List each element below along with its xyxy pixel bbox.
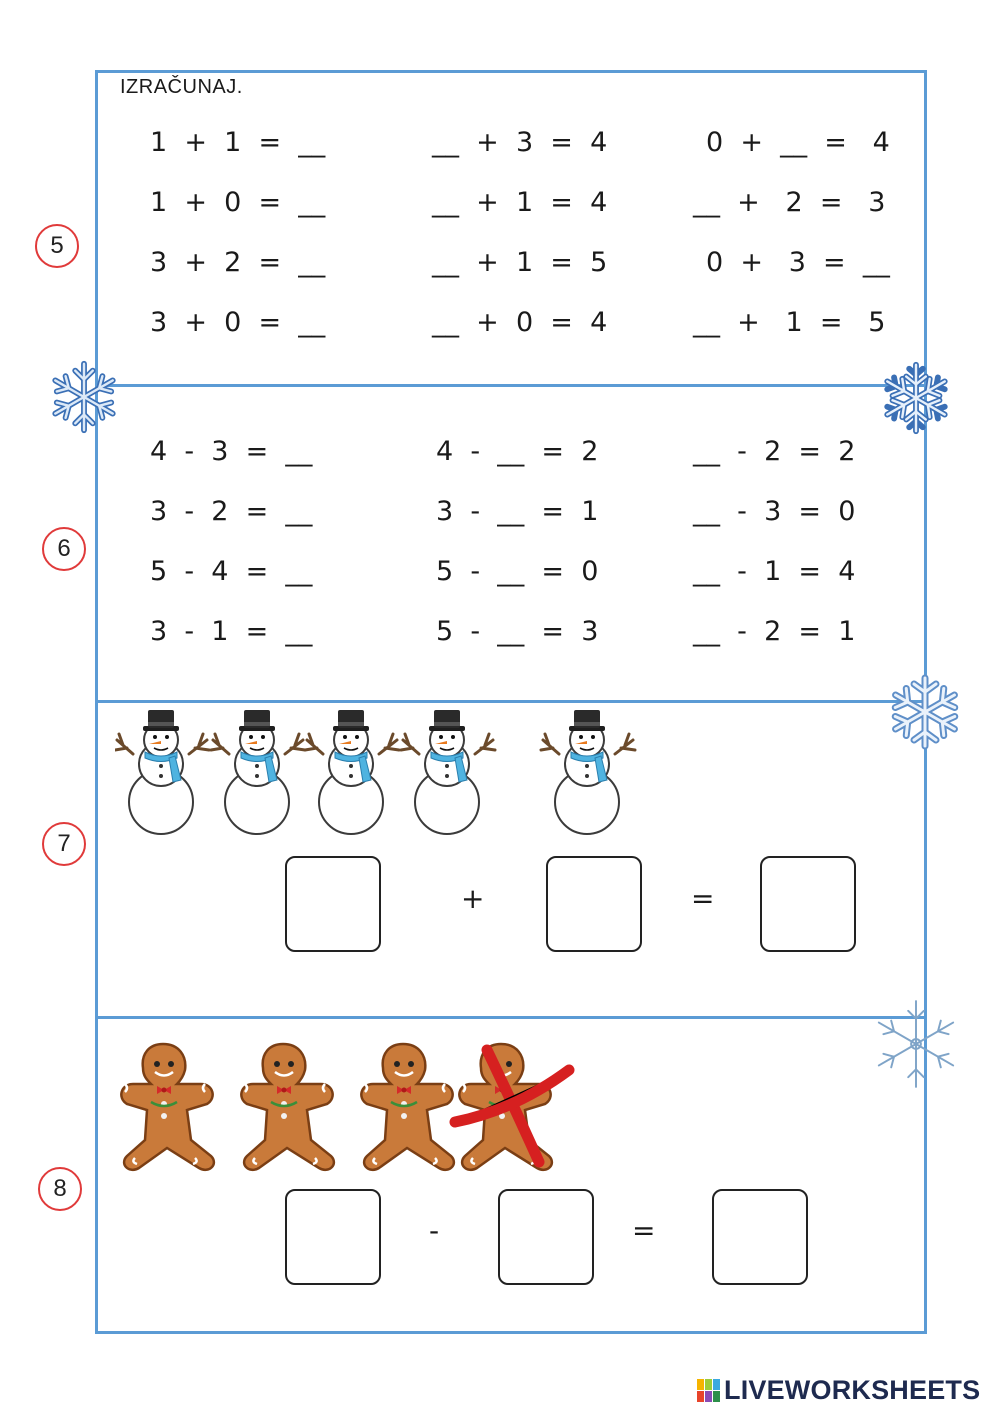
answer-box-second-addend[interactable] [546,856,642,952]
equation: __ - 1 = 4 [693,556,856,587]
answer-box-sum[interactable] [760,856,856,952]
answer-box-difference[interactable] [712,1189,808,1285]
task-number-7: 7 [42,822,86,866]
equation: __ + 1 = 5 [432,247,608,278]
minus-sign: - [429,1214,440,1247]
equation: 5 - __ = 3 [436,616,599,647]
liveworksheets-logo [724,1375,980,1406]
equation: 3 - 2 = __ [150,496,313,527]
equation: __ + 1 = 5 [693,307,886,338]
equation: __ - 3 = 0 [693,496,856,527]
snowflake-icon [880,672,970,752]
equation: 4 - 3 = __ [150,436,313,467]
equation: 4 - __ = 2 [436,436,599,467]
equation: __ + 0 = 4 [432,307,608,338]
equation: 0 + 3 = __ [706,247,890,278]
task-6-panel [95,384,927,703]
gingerbread-men-illustration [115,1040,585,1172]
equation: __ - 2 = 1 [693,616,856,647]
snowmen-illustration [115,708,655,836]
task-number-6: 6 [42,527,86,571]
equation: 1 + 1 = __ [150,127,326,158]
task-number-5: 5 [35,224,79,268]
equation: 3 - 1 = __ [150,616,313,647]
task-5-panel [95,70,927,387]
equation: 1 + 0 = __ [150,187,326,218]
instruction-heading: IZRAČUNAJ. [120,76,243,98]
snowflake-icon [877,996,955,1092]
equation: 3 + 2 = __ [150,247,326,278]
equation: 5 - 4 = __ [150,556,313,587]
equation: 3 - __ = 1 [436,496,599,527]
equation: 5 - __ = 0 [436,556,599,587]
equation: __ - 2 = 2 [693,436,856,467]
equation: __ + 3 = 4 [432,127,608,158]
task-number-8: 8 [38,1167,82,1211]
equation: 0 + __ = 4 [706,127,890,158]
equation: __ + 2 = 3 [693,187,886,218]
equation: __ + 1 = 4 [432,187,608,218]
equation: 3 + 0 = __ [150,307,326,338]
equals-sign: = [691,882,715,915]
liveworksheets-logo-icon [697,1379,721,1403]
brand-name: LIVEWORKSHEETS [724,1375,981,1405]
answer-box-first-addend[interactable] [285,856,381,952]
answer-box-minuend[interactable] [285,1189,381,1285]
answer-box-subtrahend[interactable] [498,1189,594,1285]
snowflake-icon [877,355,955,441]
plus-sign: + [461,882,485,915]
equals-sign: = [632,1214,656,1247]
snowflake-icon [45,355,123,439]
